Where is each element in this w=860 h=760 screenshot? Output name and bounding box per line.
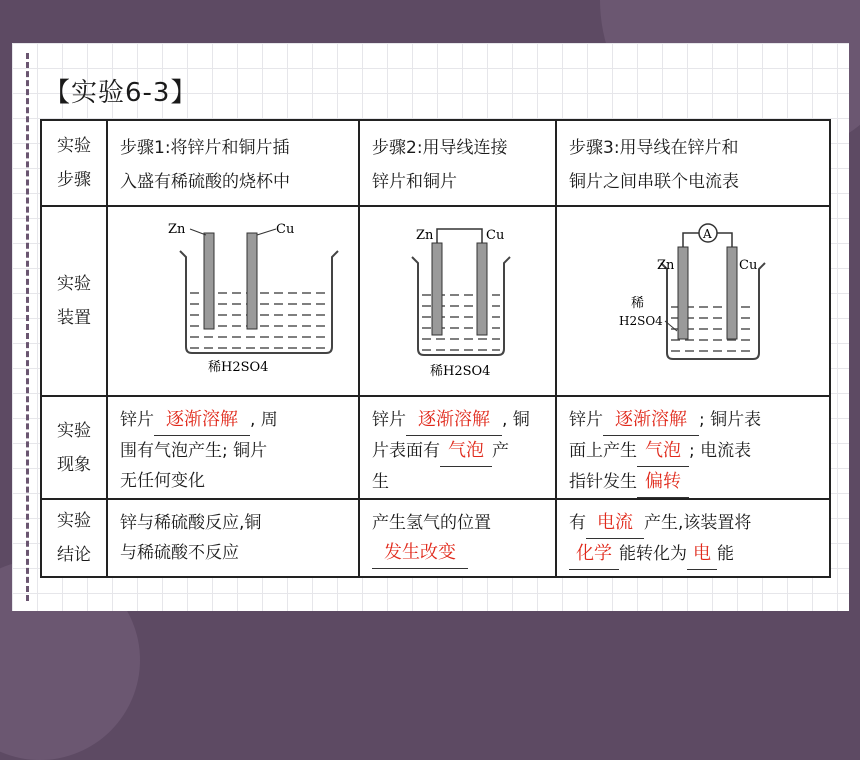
acid-label: 稀 xyxy=(631,296,645,311)
acid-label: H2SO4 xyxy=(619,314,663,328)
fill-blank xyxy=(372,538,468,569)
acid-label: 稀H2SO4 xyxy=(430,364,491,379)
text-line xyxy=(569,467,817,498)
slide-title: 【实验6-3】 xyxy=(44,78,198,108)
text: , 周 xyxy=(250,410,278,430)
conclusion-cell-3 xyxy=(556,499,830,577)
beaker-diagram-2 xyxy=(360,207,555,390)
answer-text: 逐渐溶解 xyxy=(418,409,490,430)
step-text: 入盛有稀硫酸的烧杯中 xyxy=(120,172,290,192)
text: 面上产生 xyxy=(569,441,637,461)
label-text: 装置 xyxy=(57,308,91,328)
fill-blank xyxy=(637,436,689,467)
fill-blank xyxy=(406,405,502,436)
answer-text: 气泡 xyxy=(645,440,681,461)
slide xyxy=(12,43,849,611)
zn-label: Zn xyxy=(416,228,434,243)
step-text: 铜片之间串联个电流表 xyxy=(569,172,739,192)
text-line xyxy=(569,436,817,467)
text-line: 产生氢气的位置 xyxy=(372,513,491,533)
phenomenon-cell-2 xyxy=(359,396,556,499)
fill-blank xyxy=(687,539,717,570)
label-text: 实验 xyxy=(57,420,91,441)
cu-label: Cu xyxy=(276,222,295,237)
text: 指针发生 xyxy=(569,472,637,492)
label-text: 步骤 xyxy=(57,170,91,190)
label-text: 实验 xyxy=(57,511,91,531)
fill-blank xyxy=(603,405,699,436)
text-line xyxy=(372,405,543,436)
step-text: 步骤1:将锌片和铜片插 xyxy=(120,138,290,158)
text: ; 铜片表 xyxy=(699,410,762,430)
conclusion-cell-1 xyxy=(107,499,359,577)
label-text: 实验 xyxy=(57,274,91,294)
table-row-apparatus xyxy=(41,206,830,396)
row-label-conclusion xyxy=(41,499,107,577)
text-line xyxy=(372,436,543,467)
answer-text: 偏转 xyxy=(645,471,681,492)
experiment-table xyxy=(40,119,831,578)
apparatus-figure-1 xyxy=(107,206,359,396)
row-label-apparatus xyxy=(41,206,107,396)
table-row-phenomena xyxy=(41,396,830,499)
answer-text: 化学 xyxy=(576,543,612,564)
table-row-conclusion xyxy=(41,499,830,577)
text-line xyxy=(372,538,543,569)
row-label-phenomena xyxy=(41,396,107,499)
zn-label: Zn xyxy=(657,258,675,273)
apparatus-figure-2 xyxy=(359,206,556,396)
label-text: 结论 xyxy=(57,545,91,565)
zn-label: Zn xyxy=(168,222,186,237)
text: 锌片 xyxy=(569,410,603,430)
text-line xyxy=(569,405,817,436)
text: 片表面有 xyxy=(372,441,440,461)
label-text: 实验 xyxy=(57,136,91,156)
text-line xyxy=(569,508,817,539)
step-text: 锌片和铜片 xyxy=(372,172,457,192)
row-label-steps xyxy=(41,120,107,206)
text-line: 围有气泡产生; 铜片 xyxy=(120,441,268,461)
answer-text: 逐渐溶解 xyxy=(166,409,238,430)
beaker-diagram-3 xyxy=(557,207,829,390)
fill-blank xyxy=(154,405,250,436)
step-text: 步骤3:用导线在锌片和 xyxy=(569,138,739,158)
step3-cell xyxy=(556,120,830,206)
text-line: 锌与稀硫酸反应,铜 xyxy=(120,513,262,533)
answer-text: 气泡 xyxy=(448,440,484,461)
fill-blank xyxy=(569,539,619,570)
dashed-margin-line xyxy=(26,53,29,601)
cu-label: Cu xyxy=(739,258,758,273)
fill-blank xyxy=(637,467,689,498)
phenomenon-cell-1 xyxy=(107,396,359,499)
answer-text: 发生改变 xyxy=(384,542,456,563)
acid-label: 稀H2SO4 xyxy=(208,360,269,375)
text-line: 与稀硫酸不反应 xyxy=(120,543,239,563)
text: 锌片 xyxy=(120,410,154,430)
cu-label: Cu xyxy=(486,228,505,243)
text: 能转化为 xyxy=(619,544,687,564)
conclusion-cell-2 xyxy=(359,499,556,577)
text-line xyxy=(120,405,346,436)
text: 产 xyxy=(492,441,509,461)
text: , 铜 xyxy=(502,410,530,430)
text: 产生,该装置将 xyxy=(644,513,752,533)
text-line xyxy=(569,539,817,570)
label-text: 现象 xyxy=(57,454,91,475)
step-text: 步骤2:用导线连接 xyxy=(372,138,508,158)
apparatus-figure-3 xyxy=(556,206,830,396)
text-line: 无任何变化 xyxy=(120,471,205,491)
beaker-diagram-1 xyxy=(108,207,358,390)
ammeter-label: A xyxy=(703,227,712,241)
answer-text: 电 xyxy=(693,543,711,564)
fill-blank xyxy=(586,508,644,539)
text: 有 xyxy=(569,513,586,533)
answer-text: 电流 xyxy=(597,512,633,533)
text-line: 生 xyxy=(372,472,389,492)
step1-cell xyxy=(107,120,359,206)
text: ; 电流表 xyxy=(689,441,752,461)
fill-blank xyxy=(440,436,492,467)
phenomenon-cell-3 xyxy=(556,396,830,499)
table-row-steps xyxy=(41,120,830,206)
text: 锌片 xyxy=(372,410,406,430)
answer-text: 逐渐溶解 xyxy=(615,409,687,430)
text: 能 xyxy=(717,544,734,564)
step2-cell xyxy=(359,120,556,206)
